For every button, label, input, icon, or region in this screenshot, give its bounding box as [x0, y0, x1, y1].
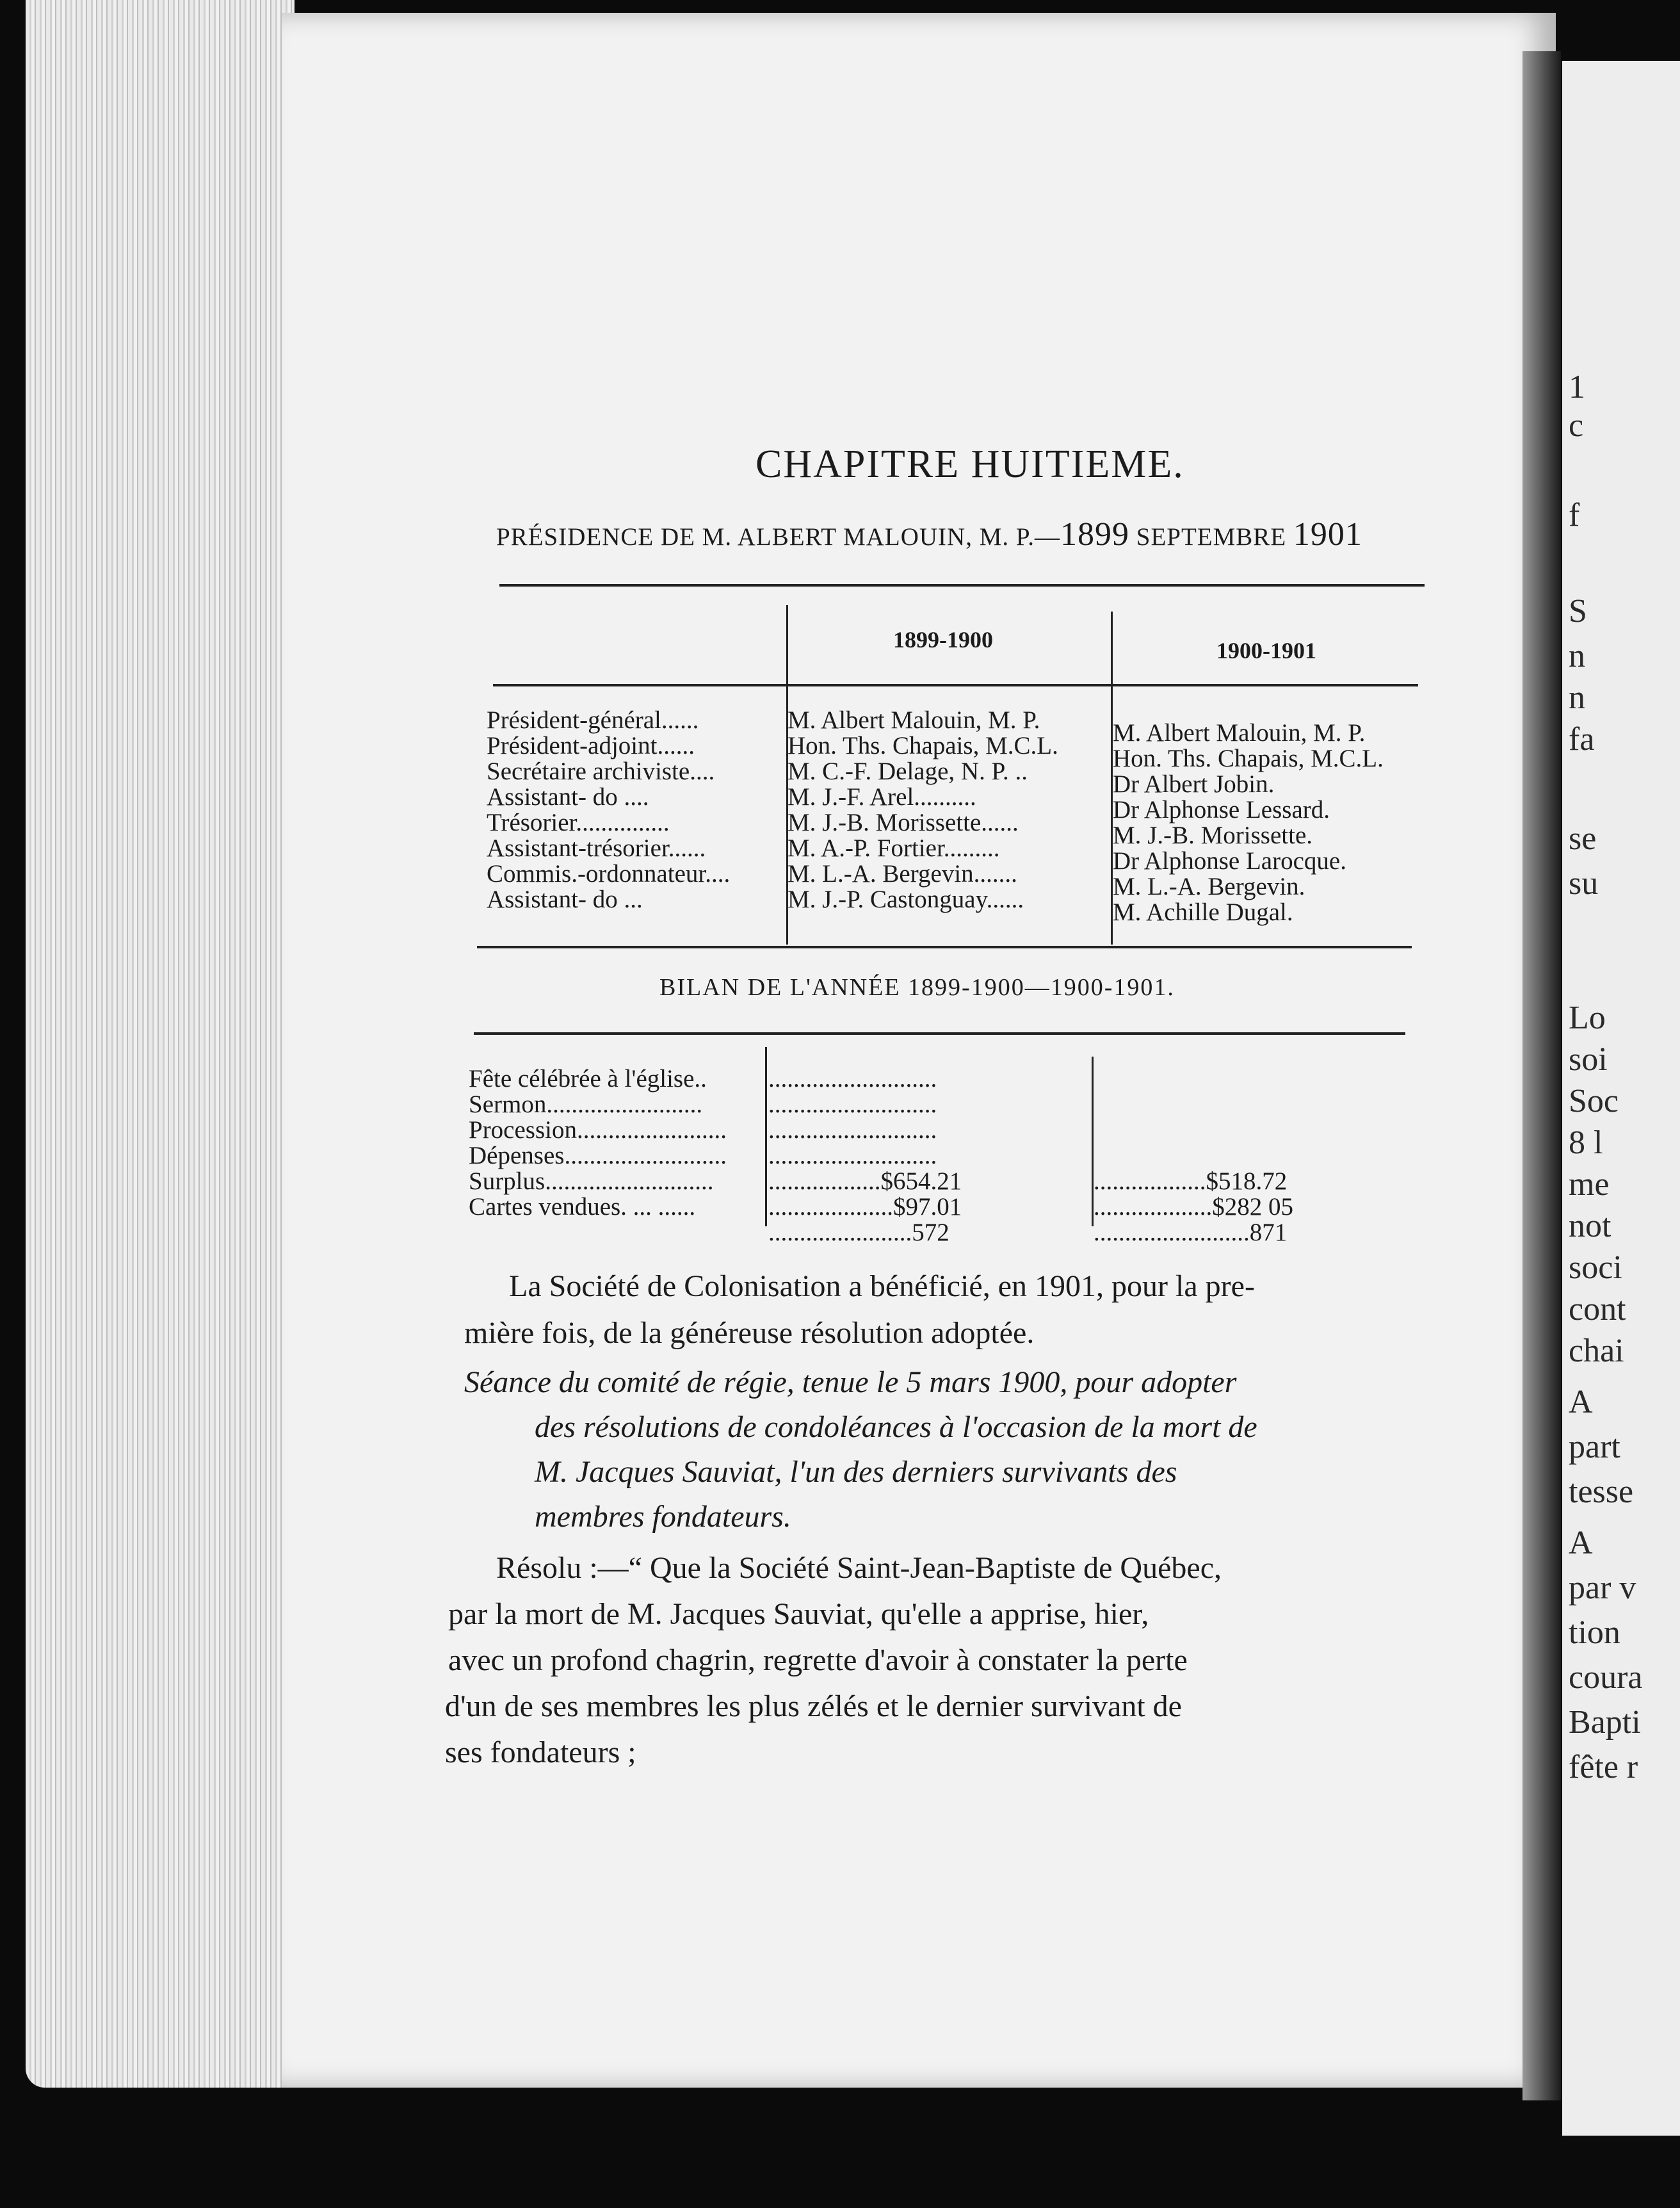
- facing-fragment: Lo: [1569, 1000, 1606, 1036]
- resolu-line: ses fondateurs ;: [445, 1735, 636, 1769]
- book-gutter: [1522, 51, 1561, 2100]
- bilan-title: BILAN DE L'ANNÉE 1899-1900—1900-1901.: [659, 974, 1175, 1001]
- facing-fragment: par v: [1569, 1570, 1636, 1606]
- bilan-label: Surplus...........................: [469, 1167, 714, 1195]
- facing-fragment: A: [1569, 1384, 1593, 1420]
- book-page: [282, 13, 1556, 2088]
- presidence-year-start: 1899: [1060, 516, 1130, 553]
- facing-fragment: se: [1569, 820, 1597, 857]
- officer-1899-1900: M. C.-F. Delage, N. P. ..: [788, 758, 1028, 785]
- table-rule: [477, 946, 1412, 948]
- bilan-1899-1900: ...........................: [768, 1065, 937, 1092]
- resolu-line: Résolu :—“ Que la Société Saint-Jean-Baptiste de Québec,: [496, 1551, 1222, 1585]
- officer-1900-1901: M. Albert Malouin, M. P.: [1113, 719, 1366, 747]
- facing-fragment: su: [1569, 865, 1599, 902]
- officer-role: Président-adjoint......: [487, 732, 695, 759]
- officer-1900-1901: M. Achille Dugal.: [1113, 898, 1293, 926]
- resolu-line: par la mort de M. Jacques Sauviat, qu'elle a apprise, hier,: [448, 1597, 1149, 1631]
- officer-1899-1900: M. J.-P. Castonguay......: [788, 886, 1024, 913]
- table-column-divider: [765, 1047, 767, 1226]
- officer-role: Trésorier...............: [487, 809, 670, 836]
- officer-role: Assistant- do ....: [487, 783, 649, 811]
- officer-role: Commis.-ordonnateur....: [487, 860, 731, 888]
- resolu-line: avec un profond chagrin, regrette d'avoir à constater la perte: [448, 1643, 1188, 1677]
- facing-fragment: soci: [1569, 1249, 1622, 1286]
- facing-fragment: f: [1569, 497, 1580, 533]
- facing-fragment: part: [1569, 1429, 1620, 1465]
- officer-1900-1901: Dr Alphonse Lessard.: [1113, 796, 1330, 824]
- officer-role: Assistant-trésorier......: [487, 834, 706, 862]
- column-header-1899-1900: 1899-1900: [893, 627, 993, 653]
- facing-fragment: fête r: [1569, 1749, 1638, 1785]
- seance-line: Séance du comité de régie, tenue le 5 mars 1900, pour adopter: [464, 1365, 1237, 1399]
- bilan-label: Dépenses..........................: [469, 1142, 727, 1169]
- paragraph-line: La Société de Colonisation a bénéficié, en 1901, pour la pre-: [509, 1269, 1255, 1303]
- bilan-1900-1901: .........................871: [1094, 1219, 1288, 1246]
- bilan-1899-1900: ..................$654.21: [768, 1167, 962, 1195]
- facing-fragment: not: [1569, 1208, 1611, 1244]
- officer-1900-1901: Dr Albert Jobin.: [1113, 770, 1275, 798]
- facing-fragment: Bapti: [1569, 1704, 1641, 1741]
- officer-1899-1900: M. J.-F. Arel..........: [788, 783, 976, 811]
- chapter-title: CHAPITRE HUITIEME.: [755, 442, 1184, 486]
- facing-fragment: A: [1569, 1525, 1593, 1561]
- facing-fragment: 1: [1569, 369, 1585, 405]
- bilan-1899-1900: ...........................: [768, 1116, 937, 1144]
- facing-fragment: n: [1569, 679, 1585, 716]
- facing-fragment: coura: [1569, 1659, 1643, 1696]
- officer-1899-1900: Hon. Ths. Chapais, M.C.L.: [788, 732, 1058, 759]
- bilan-1900-1901: ..................$518.72: [1094, 1167, 1288, 1195]
- officer-1899-1900: M. A.-P. Fortier.........: [788, 834, 1000, 862]
- facing-page: [1562, 61, 1680, 2136]
- facing-fragment: soi: [1569, 1041, 1608, 1078]
- officer-1899-1900: M. J.-B. Morissette......: [788, 809, 1019, 836]
- bilan-1899-1900: .......................572: [768, 1219, 949, 1246]
- officer-1900-1901: M. J.-B. Morissette.: [1113, 822, 1312, 849]
- officer-role: Président-général......: [487, 706, 699, 734]
- presidence-prefix: PRÉSIDENCE DE M. ALBERT MALOUIN, M. P.—: [496, 523, 1061, 551]
- bilan-1900-1901: ...................$282 05: [1094, 1193, 1293, 1221]
- bilan-1899-1900: ...........................: [768, 1091, 937, 1118]
- column-header-1900-1901: 1900-1901: [1216, 638, 1316, 663]
- paragraph-line: mière fois, de la généreuse résolution adoptée.: [464, 1316, 1035, 1350]
- officer-1899-1900: M. L.-A. Bergevin.......: [788, 860, 1017, 888]
- facing-fragment: tion: [1569, 1614, 1620, 1651]
- bilan-label: Procession........................: [469, 1116, 727, 1144]
- officer-1900-1901: Dr Alphonse Larocque.: [1113, 847, 1346, 875]
- bilan-1899-1900: ...........................: [768, 1142, 937, 1169]
- bilan-label: Sermon.........................: [469, 1091, 703, 1118]
- presidence-year-end: 1901: [1293, 516, 1362, 553]
- presidence-month: SEPTEMBRE: [1129, 523, 1293, 551]
- facing-fragment: chai: [1569, 1333, 1624, 1369]
- seance-line: des résolutions de condoléances à l'occasion de la mort de: [535, 1410, 1257, 1444]
- seance-line: M. Jacques Sauviat, l'un des derniers survivants des: [535, 1455, 1177, 1489]
- facing-fragment: Soc: [1569, 1083, 1619, 1119]
- bilan-label: Fête célébrée à l'église..: [469, 1065, 707, 1092]
- seance-line: membres fondateurs.: [535, 1500, 791, 1534]
- officer-role: Assistant- do ...: [487, 886, 643, 913]
- officer-role: Secrétaire archiviste....: [487, 758, 715, 785]
- facing-fragment: tesse: [1569, 1473, 1634, 1510]
- book-page-edges: [26, 0, 295, 2088]
- facing-fragment: n: [1569, 638, 1585, 674]
- officer-1900-1901: M. L.-A. Bergevin.: [1113, 873, 1305, 900]
- presidence-line: [496, 515, 1362, 553]
- table-rule: [499, 584, 1425, 587]
- bilan-1899-1900: ....................$97.01: [768, 1193, 962, 1221]
- facing-fragment: S: [1569, 593, 1587, 629]
- facing-fragment: me: [1569, 1166, 1610, 1203]
- table-rule: [474, 1032, 1405, 1035]
- resolu-line: d'un de ses membres les plus zélés et le dernier survivant de: [445, 1689, 1182, 1723]
- officer-1899-1900: M. Albert Malouin, M. P.: [788, 706, 1040, 734]
- bilan-label: Cartes vendues. ... ......: [469, 1193, 696, 1221]
- facing-fragment: fa: [1569, 721, 1595, 758]
- facing-fragment: cont: [1569, 1291, 1626, 1327]
- table-rule: [493, 684, 1418, 686]
- facing-fragment: 8 l: [1569, 1124, 1603, 1161]
- officer-1900-1901: Hon. Ths. Chapais, M.C.L.: [1113, 745, 1384, 772]
- facing-fragment: c: [1569, 407, 1584, 444]
